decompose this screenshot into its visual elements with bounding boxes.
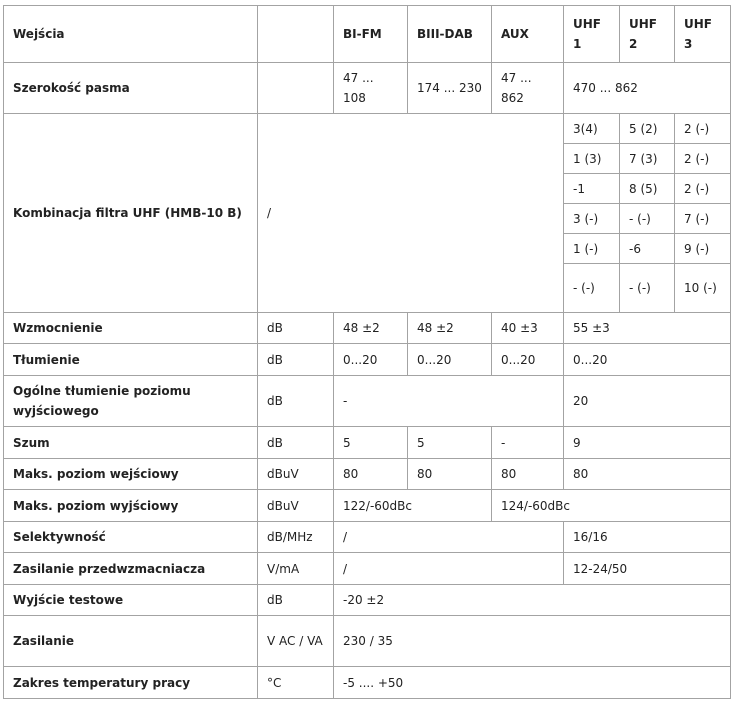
gain-biiidab: 48 ±2 [408,313,492,344]
output-attenuation-label: Ogólne tłumienie poziomu wyjściowego [4,376,258,427]
header-uhf3: UHF 3 [675,6,731,63]
spec-table [3,5,731,699]
max-input-biiidab: 80 [408,459,492,490]
gain-bifm: 48 ±2 [334,313,408,344]
bandwidth-unit [258,63,334,114]
temperature-row [4,667,731,699]
power-row [4,616,731,667]
filter-cell: 2 (-) [675,114,731,144]
gain-uhf: 55 ±3 [564,313,731,344]
selectivity-uhf: 16/16 [564,522,731,553]
max-input-aux: 80 [492,459,564,490]
filter-cell: 1 (3) [564,144,620,174]
max-output-unit: dBuV [258,490,334,522]
header-label: Wejścia [4,6,258,63]
filter-unit: / [258,114,564,313]
test-output-value: -20 ±2 [334,585,731,616]
selectivity-row [4,522,731,553]
test-output-row [4,585,731,616]
attenuation-label: Tłumienie [4,344,258,376]
filter-row [4,114,731,144]
output-attenuation-vhf: - [334,376,564,427]
max-output-a: 122/-60dBc [334,490,492,522]
noise-row [4,427,731,459]
filter-cell: 9 (-) [675,234,731,264]
max-input-bifm: 80 [334,459,408,490]
filter-cell: - (-) [620,264,675,313]
test-output-label: Wyjście testowe [4,585,258,616]
filter-cell: 2 (-) [675,144,731,174]
header-unit-cell [258,6,334,63]
power-value: 230 / 35 [334,616,731,667]
filter-cell: 3 (-) [564,204,620,234]
temperature-unit: °C [258,667,334,699]
gain-aux: 40 ±3 [492,313,564,344]
noise-bifm: 5 [334,427,408,459]
max-input-uhf: 80 [564,459,731,490]
filter-cell: - (-) [564,264,620,313]
bandwidth-row [4,63,731,114]
power-unit: V AC / VA [258,616,334,667]
gain-unit: dB [258,313,334,344]
attenuation-uhf: 0...20 [564,344,731,376]
bandwidth-label: Szerokość pasma [4,63,258,114]
attenuation-biiidab: 0...20 [408,344,492,376]
max-input-unit: dBuV [258,459,334,490]
attenuation-row [4,344,731,376]
temperature-label: Zakres temperatury pracy [4,667,258,699]
header-row [4,6,731,63]
filter-cell: 7 (-) [675,204,731,234]
attenuation-bifm: 0...20 [334,344,408,376]
filter-cell: 2 (-) [675,174,731,204]
preamp-power-vhf: / [334,553,564,585]
max-output-b: 124/-60dBc [492,490,731,522]
bandwidth-bifm: 47 ... 108 [334,63,408,114]
preamp-power-label: Zasilanie przedwzmacniacza [4,553,258,585]
output-attenuation-uhf: 20 [564,376,731,427]
bandwidth-uhf: 470 ... 862 [564,63,731,114]
max-input-row [4,459,731,490]
output-attenuation-unit: dB [258,376,334,427]
preamp-power-unit: V/mA [258,553,334,585]
max-output-row [4,490,731,522]
power-label: Zasilanie [4,616,258,667]
gain-label: Wzmocnienie [4,313,258,344]
filter-cell: -6 [620,234,675,264]
noise-unit: dB [258,427,334,459]
preamp-power-row [4,553,731,585]
max-input-label: Maks. poziom wejściowy [4,459,258,490]
filter-cell: -1 [564,174,620,204]
noise-biiidab: 5 [408,427,492,459]
temperature-value: -5 .... +50 [334,667,731,699]
header-bifm: BI-FM [334,6,408,63]
gain-row [4,313,731,344]
filter-cell: 7 (3) [620,144,675,174]
selectivity-label: Selektywność [4,522,258,553]
filter-cell: 10 (-) [675,264,731,313]
test-output-unit: dB [258,585,334,616]
header-biiidab: BIII-DAB [408,6,492,63]
header-aux: AUX [492,6,564,63]
filter-cell: 5 (2) [620,114,675,144]
max-output-label: Maks. poziom wyjściowy [4,490,258,522]
preamp-power-uhf: 12-24/50 [564,553,731,585]
selectivity-vhf: / [334,522,564,553]
filter-label: Kombinacja filtra UHF (HMB-10 B) [4,114,258,313]
header-uhf2: UHF 2 [620,6,675,63]
selectivity-unit: dB/MHz [258,522,334,553]
filter-cell: 3(4) [564,114,620,144]
noise-aux: - [492,427,564,459]
filter-cell: 1 (-) [564,234,620,264]
noise-uhf: 9 [564,427,731,459]
attenuation-aux: 0...20 [492,344,564,376]
filter-cell: 8 (5) [620,174,675,204]
bandwidth-biiidab: 174 ... 230 [408,63,492,114]
attenuation-unit: dB [258,344,334,376]
noise-label: Szum [4,427,258,459]
bandwidth-aux: 47 ... 862 [492,63,564,114]
header-uhf1: UHF 1 [564,6,620,63]
filter-cell: - (-) [620,204,675,234]
output-attenuation-row [4,376,731,427]
